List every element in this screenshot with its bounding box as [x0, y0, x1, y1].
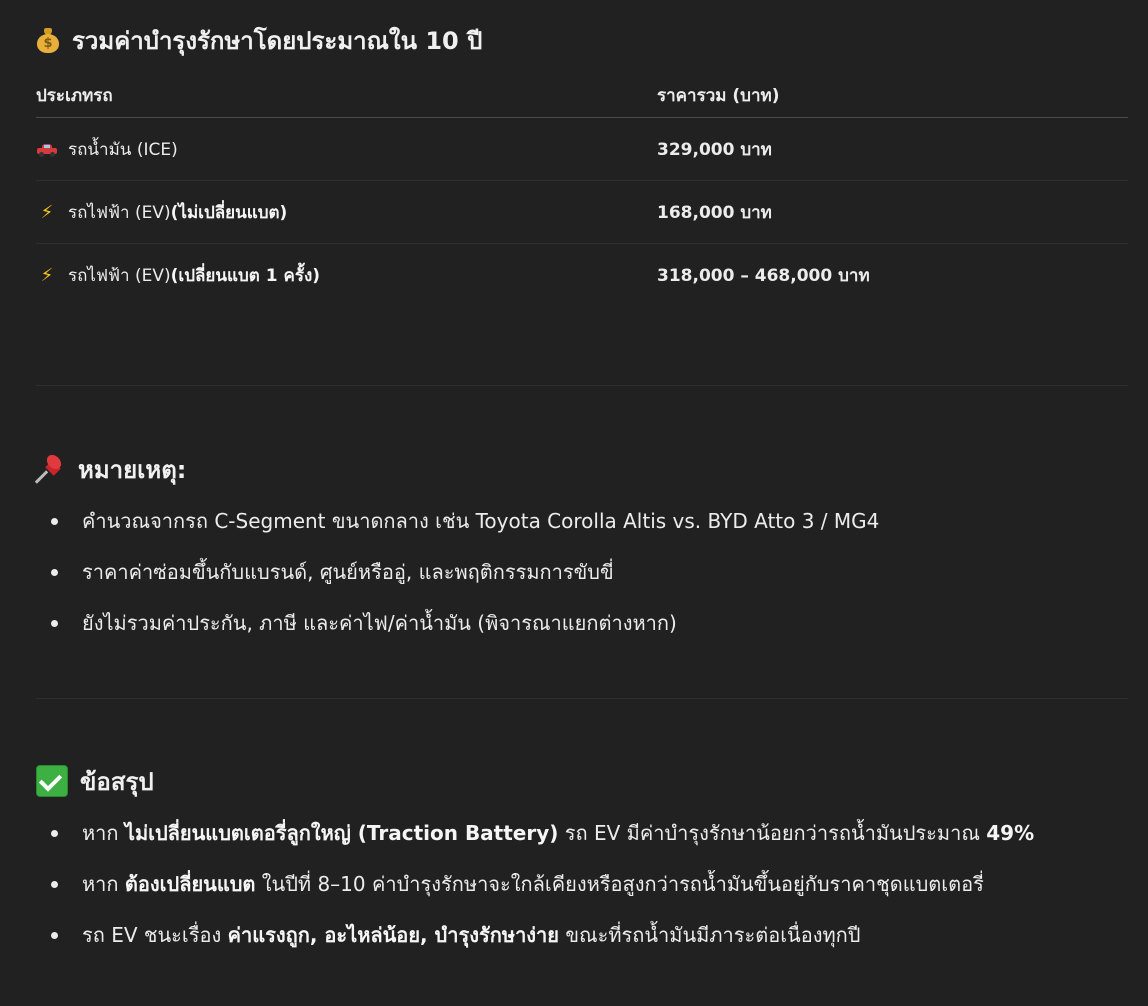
bold-segment: ค่าแรงถูก, อะไหล่น้อย, บำรุงรักษาง่าย [227, 923, 560, 947]
text-segment: รถ EV มีค่าบำรุงรักษาน้อยกว่ารถน้ำมันประมาณ [558, 821, 987, 845]
text-segment: หาก [82, 872, 125, 896]
type-label: รถไฟฟ้า (EV) [68, 202, 171, 223]
type-label: รถไฟฟ้า (EV) [68, 265, 171, 286]
list-item: คำนวณจากรถ C-Segment ขนาดกลาง เช่น Toyota Corolla Altis vs. BYD Atto 3 / MG4 [36, 508, 879, 559]
list-item [36, 922, 1034, 973]
cell-price: 318,000 – 468,000 บาท [657, 265, 870, 286]
car-icon [36, 140, 58, 160]
pushpin-icon [36, 454, 66, 484]
section-divider [36, 698, 1128, 699]
summary-title: รวมค่าบำรุงรักษาโดยประมาณใน 10 ปี [72, 26, 483, 55]
table-row [36, 118, 1128, 181]
notes-heading [36, 451, 186, 487]
list-item [36, 820, 1034, 871]
bold-segment: ต้องเปลี่ยนแบต [124, 872, 256, 896]
cell-price: 168,000 บาท [657, 181, 1128, 244]
conclusion-heading [36, 763, 154, 799]
text-segment: รถ EV ชนะเรื่อง [82, 923, 228, 947]
table-row [36, 181, 1128, 244]
text-segment: ขณะที่รถน้ำมันมีภาระต่อเนื่องทุกปี [559, 923, 861, 947]
conclusion-title: ข้อสรุป [80, 767, 154, 796]
conclusion-list [36, 820, 1034, 973]
lightning-icon: ⚡ [40, 201, 54, 223]
cell-type [36, 244, 657, 307]
text-segment: ในปีที่ 8–10 ค่าบำรุงรักษาจะใกล้เคียงหรือสูงกว่ารถน้ำมันขึ้นอยู่กับราคาชุดแบตเตอรี่ [255, 872, 984, 896]
cost-table [36, 74, 1128, 306]
cell-type [36, 118, 657, 181]
notes-title: หมายเหตุ: [78, 455, 187, 484]
notes-list [36, 508, 879, 661]
list-item: ยังไม่รวมค่าประกัน, ภาษี และค่าไฟ/ค่าน้ำมัน (พิจารณาแยกต่างหาก) [36, 610, 879, 661]
check-mark-icon [36, 765, 68, 797]
column-header-price: ราคารวม (บาท) [657, 74, 1128, 118]
bold-segment: 49% [986, 821, 1035, 845]
section-divider [36, 385, 1128, 386]
list-item: ราคาค่าซ่อมขึ้นกับแบรนด์, ศูนย์หรืออู่, และพฤติกรรมการขับขี่ [36, 559, 879, 610]
bold-segment: ไม่เปลี่ยนแบตเตอรี่ลูกใหญ่ (Traction Battery) [124, 821, 559, 845]
type-label-bold: (ไม่เปลี่ยนแบต) [170, 202, 288, 223]
cell-type [36, 181, 657, 244]
column-header-type: ประเภทรถ [36, 74, 657, 118]
table-row [36, 244, 1128, 307]
money-bag-icon: $ [36, 27, 60, 53]
cell-price: 329,000 บาท [657, 118, 1128, 181]
type-label: รถน้ำมัน (ICE) [68, 139, 178, 160]
lightning-icon: ⚡ [40, 264, 54, 286]
summary-heading [36, 22, 482, 58]
type-label-bold: (เปลี่ยนแบต 1 ครั้ง) [170, 265, 321, 286]
list-item [36, 871, 1034, 922]
text-segment: หาก [82, 821, 125, 845]
table-header-row [36, 74, 1128, 118]
